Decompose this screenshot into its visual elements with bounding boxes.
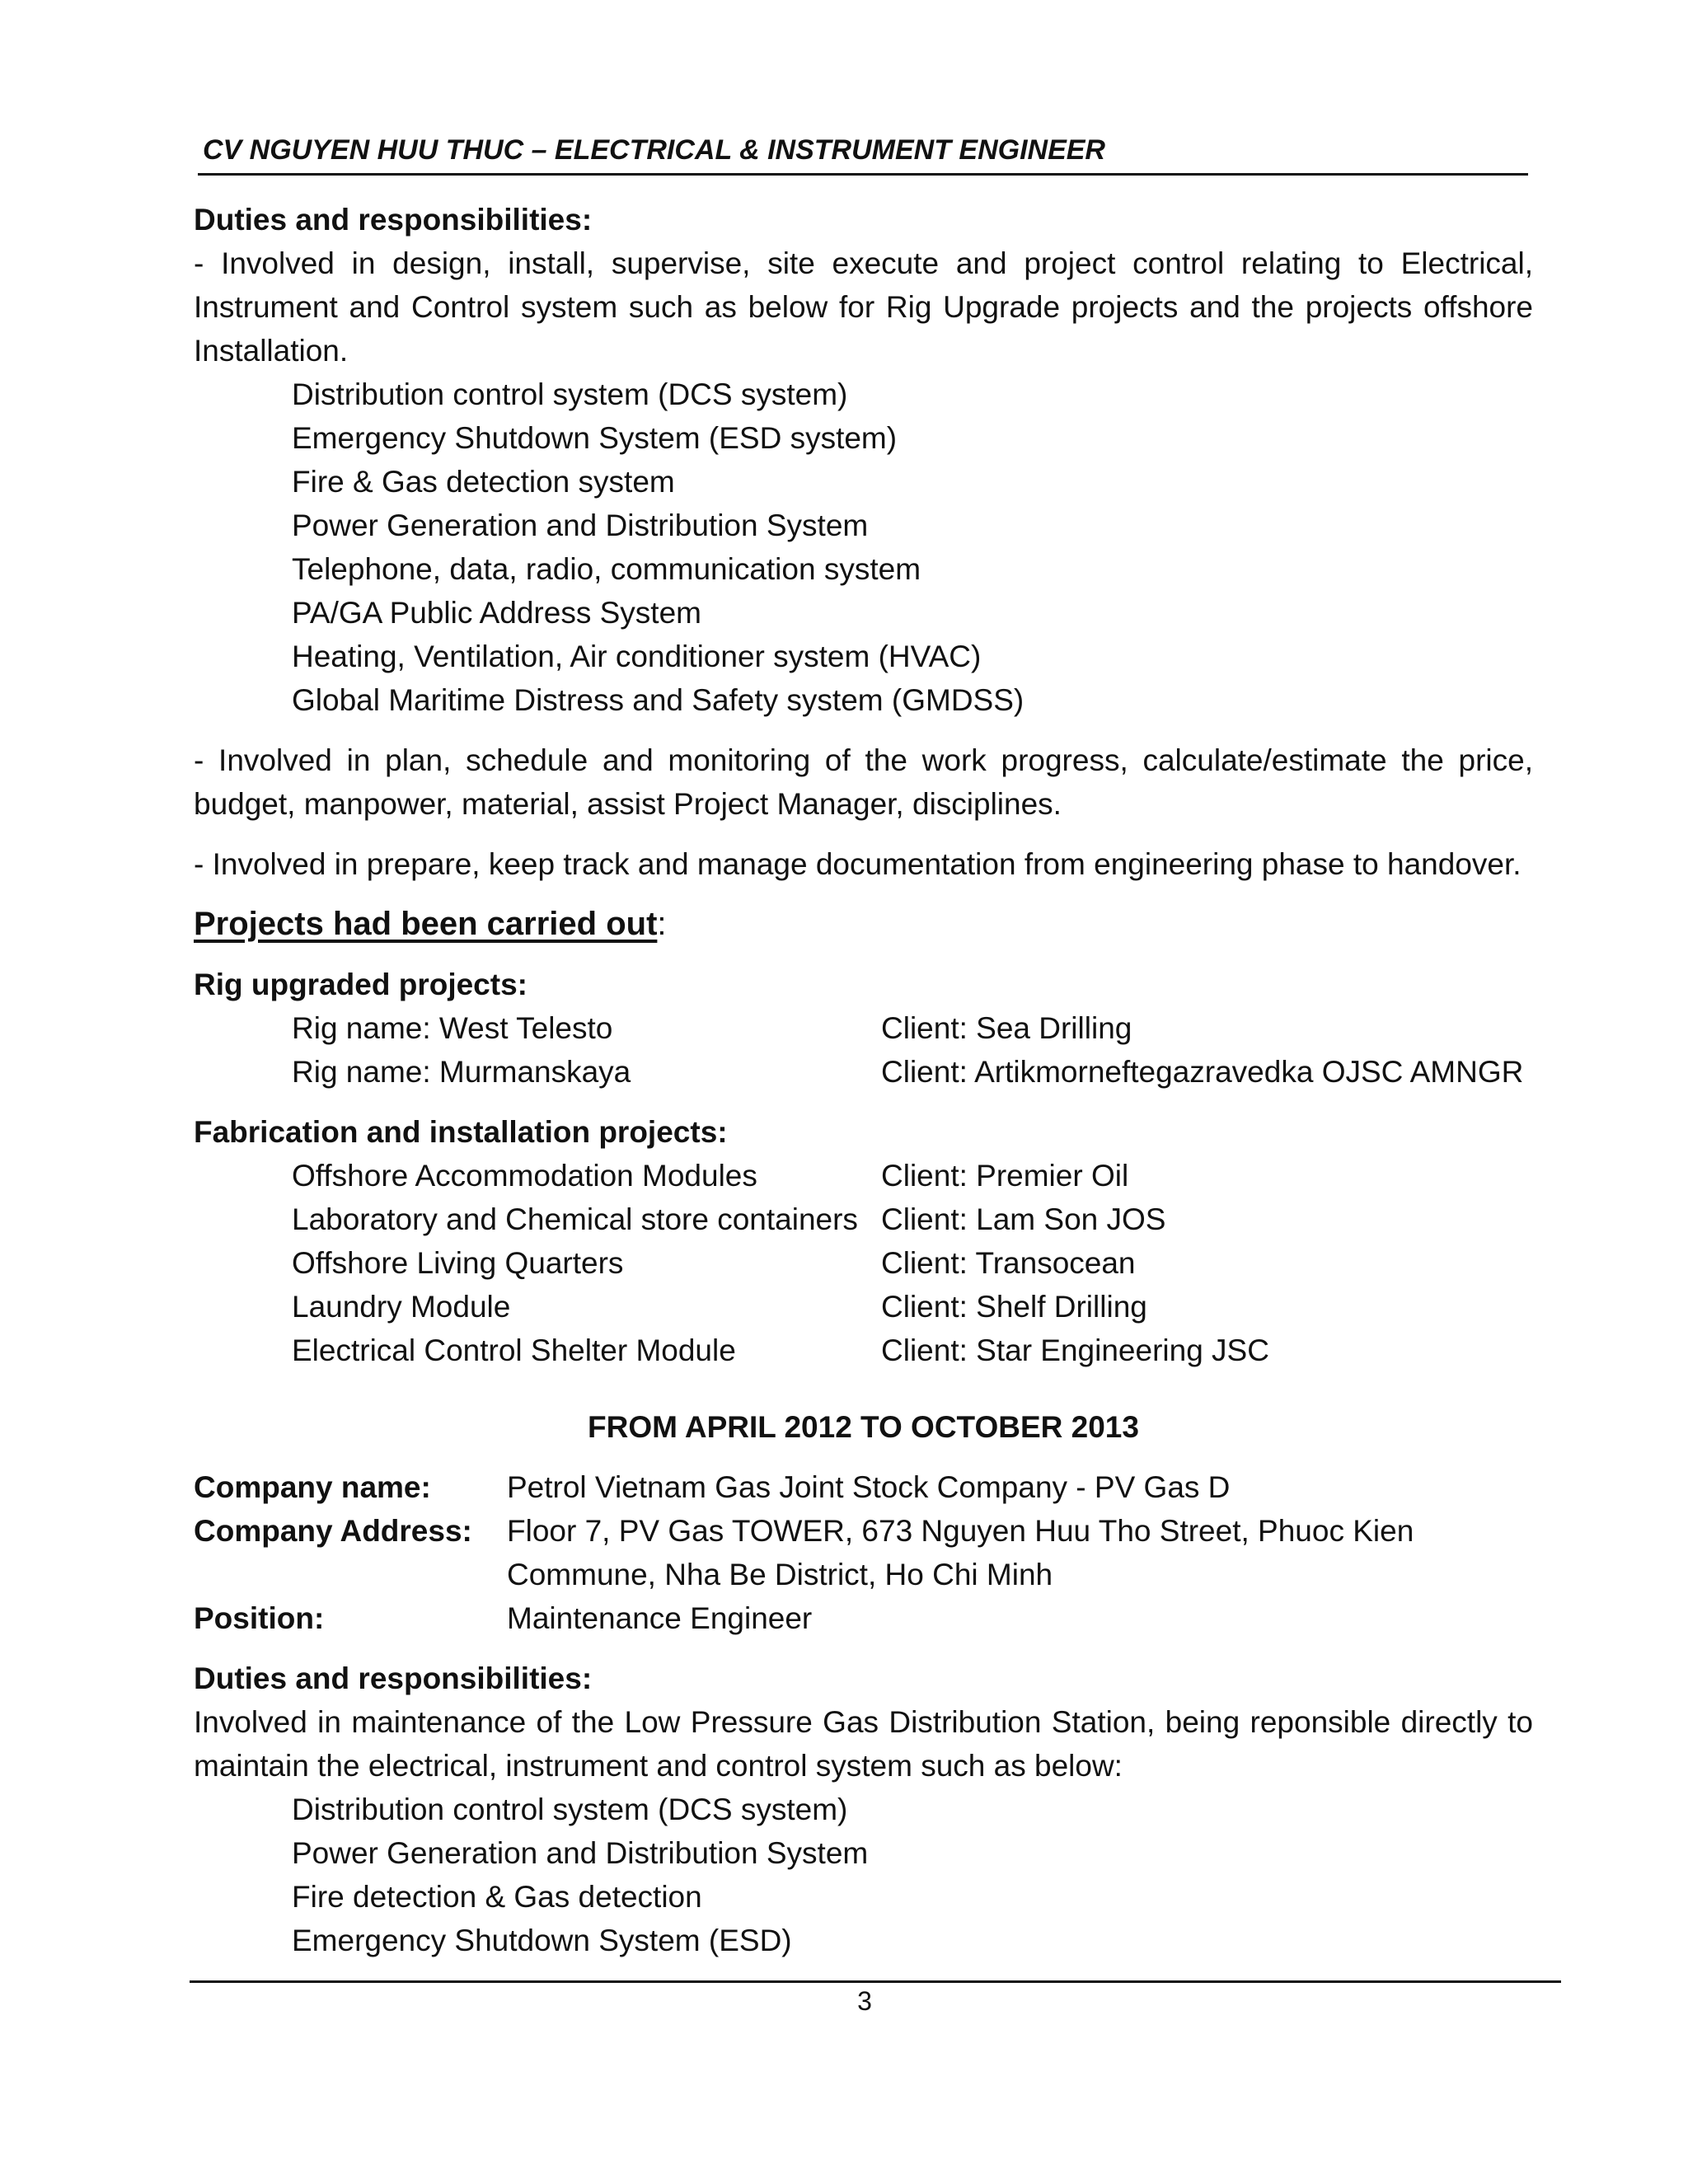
duties-intro-line: - Involved in design, install, supervise, site execute and project control relating to Electrical, bbox=[194, 246, 1533, 280]
project-client: Client: Lam Son JOS bbox=[881, 1202, 1166, 1236]
address-line: Commune, Nha Be District, Ho Chi Minh bbox=[507, 1558, 1053, 1591]
project-name: Laundry Module bbox=[292, 1290, 511, 1324]
project-client: Client: Star Engineering JSC bbox=[881, 1333, 1269, 1367]
list-item: Distribution control system (DCS system) bbox=[292, 1793, 848, 1826]
project-name: Laboratory and Chemical store containers bbox=[292, 1202, 858, 1236]
duties-line: Involved in maintenance of the Low Pressure Gas Distribution Station, being reponsible directly to bbox=[194, 1705, 1533, 1739]
project-client: Client: Sea Drilling bbox=[881, 1011, 1132, 1045]
project-row bbox=[194, 1329, 1533, 1372]
address-line: Floor 7, PV Gas TOWER, 673 Nguyen Huu Tho Street, Phuoc Kien bbox=[507, 1514, 1414, 1548]
project-row bbox=[194, 1285, 1533, 1329]
list-item: Distribution control system (DCS system) bbox=[292, 377, 848, 411]
systems-list bbox=[194, 1788, 1533, 1962]
project-row bbox=[194, 1154, 1533, 1197]
list-item: Heating, Ventilation, Air conditioner system (HVAC) bbox=[292, 640, 982, 673]
plan-paragraph-line: - Involved in plan, schedule and monitoring of the work progress, calculate/estimate the price, bbox=[194, 743, 1533, 777]
duties-intro-line: Instrument and Control system such as below for Rig Upgrade projects and the projects offshore bbox=[194, 290, 1533, 324]
project-row bbox=[194, 1241, 1533, 1285]
position-value: Maintenance Engineer bbox=[507, 1601, 813, 1635]
page-number: 3 bbox=[857, 1986, 872, 2016]
list-item: Power Generation and Distribution System bbox=[292, 509, 869, 542]
project-name: Electrical Control Shelter Module bbox=[292, 1333, 736, 1367]
duties-intro-line: Installation. bbox=[194, 334, 349, 368]
projects-title-colon: : bbox=[657, 906, 667, 942]
list-item: Emergency Shutdown System (ESD system) bbox=[292, 421, 898, 455]
list-item: Emergency Shutdown System (ESD) bbox=[292, 1924, 792, 1957]
duties-line: maintain the electrical, instrument and control system such as below: bbox=[194, 1749, 1123, 1783]
footer-divider bbox=[190, 1980, 1561, 1983]
systems-list bbox=[194, 373, 1533, 722]
project-name: Rig name: Murmanskaya bbox=[292, 1055, 631, 1089]
project-client: Client: Transocean bbox=[881, 1246, 1136, 1280]
position-row bbox=[194, 1596, 1533, 1640]
list-item: Telephone, data, radio, communication system bbox=[292, 552, 921, 586]
header-divider bbox=[198, 173, 1528, 176]
page-header-title: CV NGUYEN HUU THUC – ELECTRICAL & INSTRUMENT ENGINEER bbox=[203, 134, 1105, 166]
project-row bbox=[194, 1050, 1533, 1094]
position-label: Position: bbox=[194, 1601, 325, 1635]
list-item: Fire detection & Gas detection bbox=[292, 1880, 702, 1914]
company-address-row bbox=[194, 1509, 1533, 1596]
duties-heading: Duties and responsibilities: bbox=[194, 203, 593, 237]
company-name-label: Company name: bbox=[194, 1470, 431, 1504]
project-row bbox=[194, 1006, 1533, 1050]
company-name-row bbox=[194, 1465, 1533, 1509]
list-item: Power Generation and Distribution System bbox=[292, 1836, 869, 1870]
project-client: Client: Premier Oil bbox=[881, 1159, 1129, 1193]
project-name: Offshore Living Quarters bbox=[292, 1246, 624, 1280]
page-content bbox=[194, 198, 1533, 1962]
project-name: Offshore Accommodation Modules bbox=[292, 1159, 757, 1193]
list-item: PA/GA Public Address System bbox=[292, 596, 701, 630]
projects-title-text: Projects had been carried out bbox=[194, 906, 658, 942]
documentation-paragraph: - Involved in prepare, keep track and manage documentation from engineering phase to handover. bbox=[194, 847, 1522, 881]
project-client: Client: Artikmorneftegazravedka OJSC AMNGR bbox=[881, 1055, 1524, 1089]
project-row bbox=[194, 1197, 1533, 1241]
company-address-label: Company Address: bbox=[194, 1514, 472, 1548]
company-name-value: Petrol Vietnam Gas Joint Stock Company - PV Gas D bbox=[507, 1470, 1231, 1504]
projects-section-title bbox=[194, 902, 1533, 946]
rig-projects-heading: Rig upgraded projects: bbox=[194, 968, 528, 1001]
list-item: Fire & Gas detection system bbox=[292, 465, 675, 499]
duties-heading: Duties and responsibilities: bbox=[194, 1661, 593, 1695]
company-address-value bbox=[507, 1509, 1533, 1596]
plan-paragraph-line: budget, manpower, material, assist Project Manager, disciplines. bbox=[194, 787, 1062, 821]
project-name: Rig name: West Telesto bbox=[292, 1011, 613, 1045]
fabrication-projects-heading: Fabrication and installation projects: bbox=[194, 1115, 728, 1149]
list-item: Global Maritime Distress and Safety system (GMDSS) bbox=[292, 683, 1025, 717]
project-client: Client: Shelf Drilling bbox=[881, 1290, 1147, 1324]
employment-period: FROM APRIL 2012 TO OCTOBER 2013 bbox=[588, 1410, 1139, 1444]
